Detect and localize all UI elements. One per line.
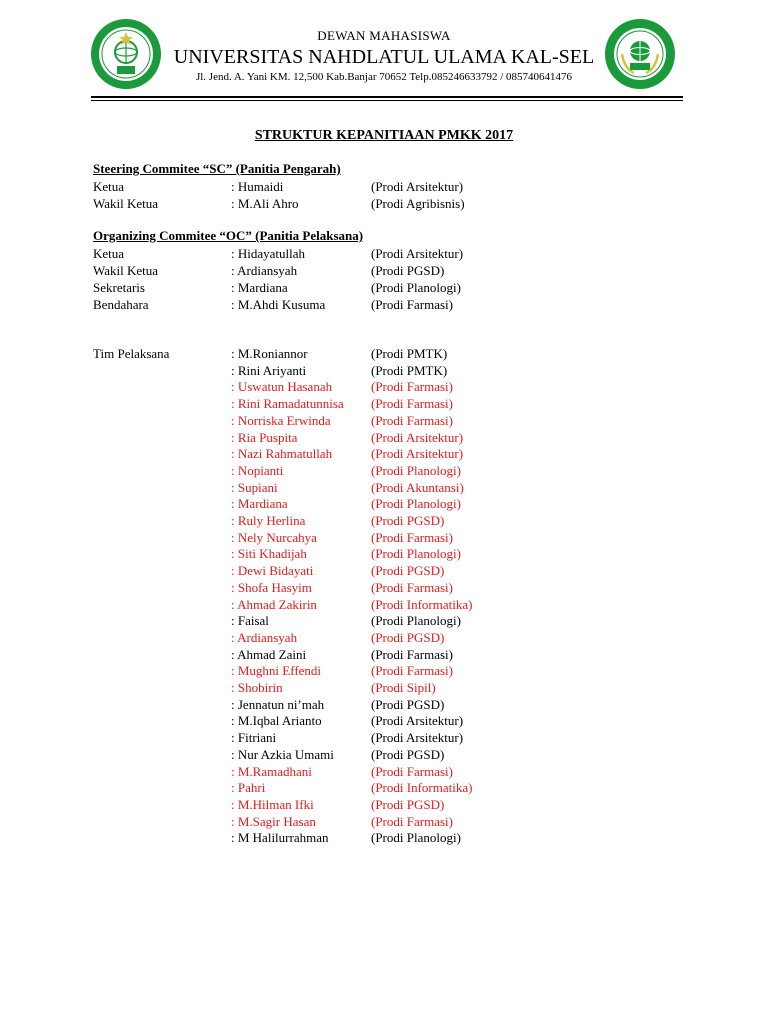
member-name: : Nopianti bbox=[231, 462, 284, 478]
university-name: UNIVERSITAS NAHDLATUL ULAMA KAL-SEL bbox=[173, 46, 595, 68]
organization-name: DEWAN MAHASISWA bbox=[317, 28, 451, 43]
member-name: : Uswatun Hasanah bbox=[231, 379, 333, 395]
member-name: : M.Sagir Hasan bbox=[231, 813, 316, 829]
member-prodi: (Prodi Farmasi) bbox=[371, 396, 453, 412]
member-prodi: (Prodi Planologi) bbox=[371, 613, 461, 629]
member-prodi: (Prodi PMTK) bbox=[371, 362, 448, 378]
member-prodi: (Prodi PGSD) bbox=[371, 746, 445, 762]
member-prodi: (Prodi Farmasi) bbox=[371, 763, 453, 779]
member-name: : Mardiana bbox=[231, 280, 288, 295]
member-name: : Jennatun ni’mah bbox=[231, 696, 325, 712]
oc-row bbox=[0, 296, 768, 313]
member-name: : Nur Azkia Umami bbox=[231, 746, 334, 762]
team-member-row bbox=[0, 829, 768, 846]
member-name: : Faisal bbox=[231, 613, 269, 629]
team-member-row bbox=[0, 395, 768, 412]
oc-row bbox=[0, 245, 768, 262]
member-prodi: (Prodi Arsitektur) bbox=[371, 429, 464, 445]
oc-row bbox=[0, 279, 768, 296]
role-label: Wakil Ketua bbox=[93, 196, 159, 211]
member-prodi: (Prodi Farmasi) bbox=[371, 379, 453, 395]
member-prodi: (Prodi Arsitektur) bbox=[371, 730, 464, 746]
member-prodi: (Prodi Farmasi) bbox=[371, 646, 453, 662]
member-prodi: (Prodi Arsitektur) bbox=[371, 179, 464, 194]
member-prodi: (Prodi Farmasi) bbox=[371, 663, 453, 679]
member-name: : Ahmad Zakirin bbox=[231, 596, 317, 612]
role-label: Ketua bbox=[93, 246, 125, 261]
sc-row bbox=[0, 178, 768, 195]
member-prodi: (Prodi Farmasi) bbox=[371, 412, 453, 428]
header-divider-thin bbox=[91, 100, 683, 101]
team-member-row bbox=[0, 813, 768, 830]
member-prodi: (Prodi PGSD) bbox=[371, 263, 445, 278]
team-member-row bbox=[0, 462, 768, 479]
team-member-row bbox=[0, 596, 768, 613]
letterhead bbox=[0, 0, 768, 100]
team-member-row bbox=[0, 562, 768, 579]
member-prodi: (Prodi Farmasi) bbox=[371, 579, 453, 595]
member-name: : M.Hilman Ifki bbox=[231, 796, 314, 812]
member-prodi: (Prodi PGSD) bbox=[371, 696, 445, 712]
member-name: : Fitriani bbox=[231, 730, 277, 746]
team-member-row bbox=[0, 345, 768, 362]
team-member-row bbox=[0, 646, 768, 663]
member-name: : M.Roniannor bbox=[231, 346, 308, 361]
team-member-row bbox=[0, 412, 768, 429]
team-member-row bbox=[0, 378, 768, 395]
team-member-row bbox=[0, 579, 768, 596]
member-prodi: (Prodi PGSD) bbox=[371, 563, 445, 579]
member-name: : M.Ahdi Kusuma bbox=[231, 297, 326, 312]
team-member-row bbox=[0, 696, 768, 713]
member-prodi: (Prodi Sipil) bbox=[371, 680, 436, 695]
member-prodi: (Prodi Agribisnis) bbox=[371, 196, 465, 211]
member-name: : Shofa Hasyim bbox=[231, 579, 312, 595]
member-name: : Supiani bbox=[231, 479, 278, 495]
header-divider bbox=[91, 96, 683, 98]
document-title: STRUKTUR KEPANITIAAN PMKK 2017 bbox=[254, 128, 514, 143]
member-name: : M Halilurrahman bbox=[231, 830, 329, 846]
member-name: : Rini Ramadatunnisa bbox=[231, 396, 344, 412]
team-member-row bbox=[0, 445, 768, 462]
member-prodi: (Prodi Farmasi) bbox=[371, 529, 453, 545]
team-member-row bbox=[0, 746, 768, 763]
team-member-row bbox=[0, 495, 768, 512]
member-prodi: (Prodi Arsitektur) bbox=[371, 713, 464, 729]
team-member-row bbox=[0, 545, 768, 562]
team-member-row bbox=[0, 763, 768, 780]
member-name: : Siti Khadijah bbox=[231, 546, 307, 562]
sc-row bbox=[0, 195, 768, 212]
member-prodi: (Prodi Planologi) bbox=[371, 280, 461, 295]
member-name: : Ardiansyah bbox=[231, 263, 298, 278]
member-prodi: (Prodi Informatika) bbox=[371, 780, 473, 796]
team-member-row bbox=[0, 629, 768, 646]
team-member-row bbox=[0, 429, 768, 446]
member-name: : Pahri bbox=[231, 780, 266, 796]
member-name: : Dewi Bidayati bbox=[231, 563, 314, 579]
member-prodi: (Prodi PGSD) bbox=[371, 629, 445, 645]
member-name: : Hidayatullah bbox=[231, 246, 306, 261]
member-name: : Humaidi bbox=[231, 179, 284, 194]
address-line: Jl. Jend. A. Yani KM. 12,500 Kab.Banjar 70652 Telp.085246633792 / 085740641476 bbox=[195, 71, 573, 83]
member-prodi: (Prodi Farmasi) bbox=[371, 813, 453, 829]
member-name: : M.Ramadhani bbox=[231, 763, 312, 779]
member-name: : Mughni Effendi bbox=[231, 663, 322, 679]
team-member-row bbox=[0, 729, 768, 746]
team-member-row bbox=[0, 662, 768, 679]
role-label: Wakil Ketua bbox=[93, 263, 159, 278]
member-name: : Ria Puspita bbox=[231, 429, 298, 445]
steering-committee-heading: Steering Commitee “SC” (Panitia Pengarah) bbox=[93, 161, 341, 176]
role-label: Ketua bbox=[93, 179, 125, 194]
member-name: : Ruly Herlina bbox=[231, 513, 306, 528]
team-member-row bbox=[0, 512, 768, 529]
member-prodi: (Prodi PGSD) bbox=[371, 796, 445, 812]
member-prodi: (Prodi Arsitektur) bbox=[371, 446, 464, 462]
role-label: Sekretaris bbox=[93, 280, 145, 295]
member-prodi: (Prodi Planologi) bbox=[371, 462, 461, 478]
member-name: : Ardiansyah bbox=[231, 629, 298, 645]
team-member-row bbox=[0, 612, 768, 629]
team-member-row bbox=[0, 712, 768, 729]
team-member-row bbox=[0, 362, 768, 379]
member-name: : M.Ali Ahro bbox=[231, 196, 299, 211]
member-name: : Nely Nurcahya bbox=[231, 529, 317, 545]
member-name: : Norriska Erwinda bbox=[231, 412, 331, 428]
member-prodi: (Prodi Informatika) bbox=[371, 596, 473, 612]
university-seal-icon bbox=[90, 18, 162, 90]
member-prodi: (Prodi Farmasi) bbox=[371, 297, 453, 312]
role-label: Tim Pelaksana bbox=[93, 346, 170, 361]
team-member-row bbox=[0, 679, 768, 696]
member-prodi: (Prodi Planologi) bbox=[371, 830, 461, 846]
oc-row bbox=[0, 262, 768, 279]
team-member-row bbox=[0, 796, 768, 813]
team-member-row bbox=[0, 779, 768, 796]
member-name: : Mardiana bbox=[231, 496, 288, 512]
member-prodi: (Prodi Akuntansi) bbox=[371, 479, 464, 495]
member-name: : M.Iqbal Arianto bbox=[231, 713, 322, 729]
member-prodi: (Prodi Planologi) bbox=[371, 546, 461, 562]
member-prodi: (Prodi Arsitektur) bbox=[371, 246, 464, 261]
member-prodi: (Prodi PMTK) bbox=[371, 346, 448, 361]
team-member-row bbox=[0, 529, 768, 546]
organizing-committee-heading: Organizing Commitee “OC” (Panitia Pelaksana) bbox=[93, 228, 364, 243]
student-council-seal-icon bbox=[604, 18, 676, 90]
member-prodi: (Prodi Planologi) bbox=[371, 496, 461, 512]
team-member-row bbox=[0, 479, 768, 496]
member-name: : Shobirin bbox=[231, 680, 283, 695]
role-label: Bendahara bbox=[93, 297, 149, 312]
member-name: : Rini Ariyanti bbox=[231, 362, 307, 378]
member-prodi: (Prodi PGSD) bbox=[371, 513, 445, 528]
member-name: : Ahmad Zaini bbox=[231, 646, 307, 662]
member-name: : Nazi Rahmatullah bbox=[231, 446, 333, 462]
